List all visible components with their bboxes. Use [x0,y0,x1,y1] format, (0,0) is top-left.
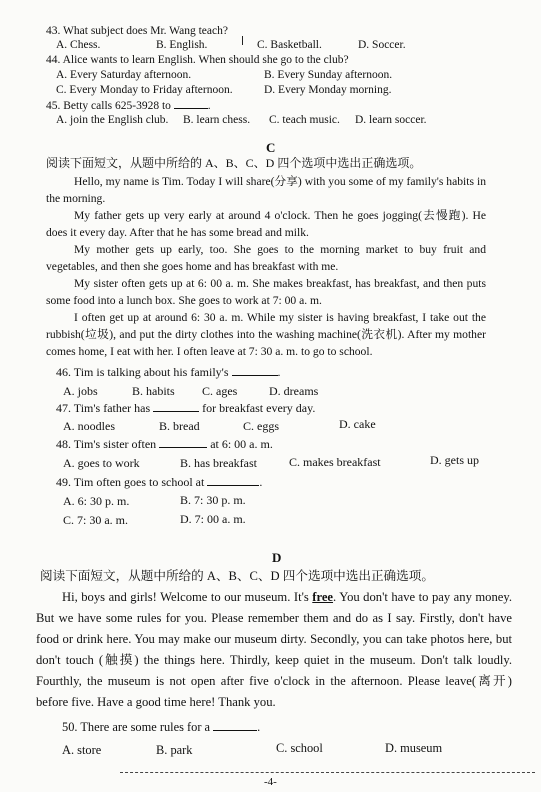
question-46-stem [56,365,281,379]
q48-option-b[interactable]: B. has breakfast [180,456,257,470]
q46-stem-end: . [277,365,281,379]
q47-option-a[interactable]: A. noodles [63,419,115,433]
q45-option-b[interactable]: B. learn chess. [183,114,251,126]
q50-option-d[interactable]: D. museum [385,741,443,755]
q50-answer-blank[interactable] [213,720,257,731]
q46-option-b[interactable]: B. habits [132,384,175,398]
section-d-passage [36,587,512,713]
section-d-instruction: 阅读下面短文，从题中所给的 A、B、C、D 四个选项中选出正确选项。 [40,569,434,583]
q43-option-a[interactable]: A. Chess. [56,39,101,51]
q43-option-d[interactable]: D. Soccer. [358,39,406,51]
passage-d-text-2: . You don't have to pay any money. But we have some rules for you. Please remember them and do as I say. Firstly, don't have food or drink here. You may make our museum dirty. Secondly, you can take photos here, but don't touch (触摸) the things here. Thirdly, keep quiet in the museum. Don't talk loudly. Fourthly, the museum is not open after five o'clock in the afternoon. Please leave(离开) before five. Have a good time here! Thank you. [36,590,512,709]
q50-option-c[interactable]: C. school [276,741,323,755]
q46-stem-text: 46. Tim is talking about his family's [56,365,229,379]
q49-option-c[interactable]: C. 7: 30 a. m. [63,513,128,527]
q49-stem-end: . [259,475,263,489]
section-d-heading: D [272,550,282,565]
q50-stem-end: . [257,720,261,734]
q48-answer-blank[interactable] [159,437,207,448]
q45-option-a[interactable]: A. join the English club. [56,114,169,126]
q48-option-d[interactable]: D. gets up [430,453,479,467]
passage-c-paragraph-5: I often get up at around 6: 30 a. m. While my sister is having breakfast, I take out the rubbish(垃圾), and put the dirty clothes into the washing machine(洗衣机). After my mother comes home, I eat with her. I often leave at 7: 30 a. m. to go to school. [46,311,486,358]
q45-option-c[interactable]: C. teach music. [269,114,340,126]
q45-stem-end: . [207,100,211,112]
q45-stem-text: 45. Betty calls 625-3928 to [46,100,171,112]
q50-option-a[interactable]: A. store [62,743,102,757]
q46-answer-blank[interactable] [232,365,278,376]
q49-option-b[interactable]: B. 7: 30 p. m. [180,493,246,507]
q44-option-b[interactable]: B. Every Sunday afternoon. [264,69,393,81]
question-48-stem [56,437,273,451]
section-c-passage [46,173,486,360]
page-number: -4- [264,776,277,788]
question-50-stem [62,720,260,734]
q45-option-d[interactable]: D. learn soccer. [355,114,427,126]
q50-option-b[interactable]: B. park [156,743,193,757]
q49-answer-blank[interactable] [207,475,259,486]
passage-d-text-1: Hi, boys and girls! Welcome to our museum. It's [62,590,313,604]
q47-option-c[interactable]: C. eggs [243,419,279,433]
question-43-stem: 43. What subject does Mr. Wang teach? [46,25,228,37]
q47-answer-blank[interactable] [153,401,199,412]
passage-c-paragraph-1: Hello, my name is Tim. Today I will share(分享) with you some of my family's habits in the morning. [46,175,486,205]
q49-option-d[interactable]: D. 7: 00 a. m. [180,512,246,526]
q47-option-d[interactable]: D. cake [339,417,376,431]
q44-option-d[interactable]: D. Every Monday morning. [264,84,392,96]
q48-stem-text: 48. Tim's sister often [56,437,157,451]
passage-d-free-word: free [312,590,334,604]
stray-mark [242,36,243,45]
question-44-stem: 44. Alice wants to learn English. When should she go to the club? [46,54,349,66]
q46-option-c[interactable]: C. ages [202,384,238,398]
passage-c-paragraph-4: My sister often gets up at 6: 00 a. m. She makes breakfast, has breakfast, and then puts some food into a lunch box. She goes to work at 7: 00 a. m. [46,277,486,307]
q50-stem-text: 50. There are some rules for a [62,720,211,734]
q47-stem-end: for breakfast every day. [202,401,316,415]
passage-c-paragraph-3: My mother gets up early, too. She goes to the morning market to buy fruit and vegetables, and then she goes home and has breakfast with me. [46,243,486,273]
footer-divider [120,772,535,773]
q47-stem-text: 47. Tim's father has [56,401,151,415]
q49-option-a[interactable]: A. 6: 30 p. m. [63,494,130,508]
passage-c-paragraph-2: My father gets up very early at around 4 o'clock. Then he goes jogging(去慢跑). He does it every day. After that he has some bread and milk. [46,209,486,239]
q44-option-c[interactable]: C. Every Monday to Friday afternoon. [56,84,233,96]
question-47-stem [56,401,315,415]
q48-option-c[interactable]: C. makes breakfast [289,455,381,469]
q47-option-b[interactable]: B. bread [159,419,200,433]
section-c-instruction: 阅读下面短文，从题中所给的 A、B、C、D 四个选项中选出正确选项。 [46,156,422,170]
q45-answer-blank[interactable] [174,98,208,109]
q43-option-b[interactable]: B. English. [156,39,208,51]
question-45-stem [46,98,211,113]
question-49-stem [56,475,262,489]
section-c-heading: C [266,140,276,155]
q43-option-c[interactable]: C. Basketball. [257,39,322,51]
q48-stem-end: at 6: 00 a. m. [210,437,273,451]
q49-stem-text: 49. Tim often goes to school at [56,475,205,489]
q46-option-a[interactable]: A. jobs [63,384,98,398]
q48-option-a[interactable]: A. goes to work [63,456,140,470]
q46-option-d[interactable]: D. dreams [269,384,319,398]
q44-option-a[interactable]: A. Every Saturday afternoon. [56,69,192,81]
